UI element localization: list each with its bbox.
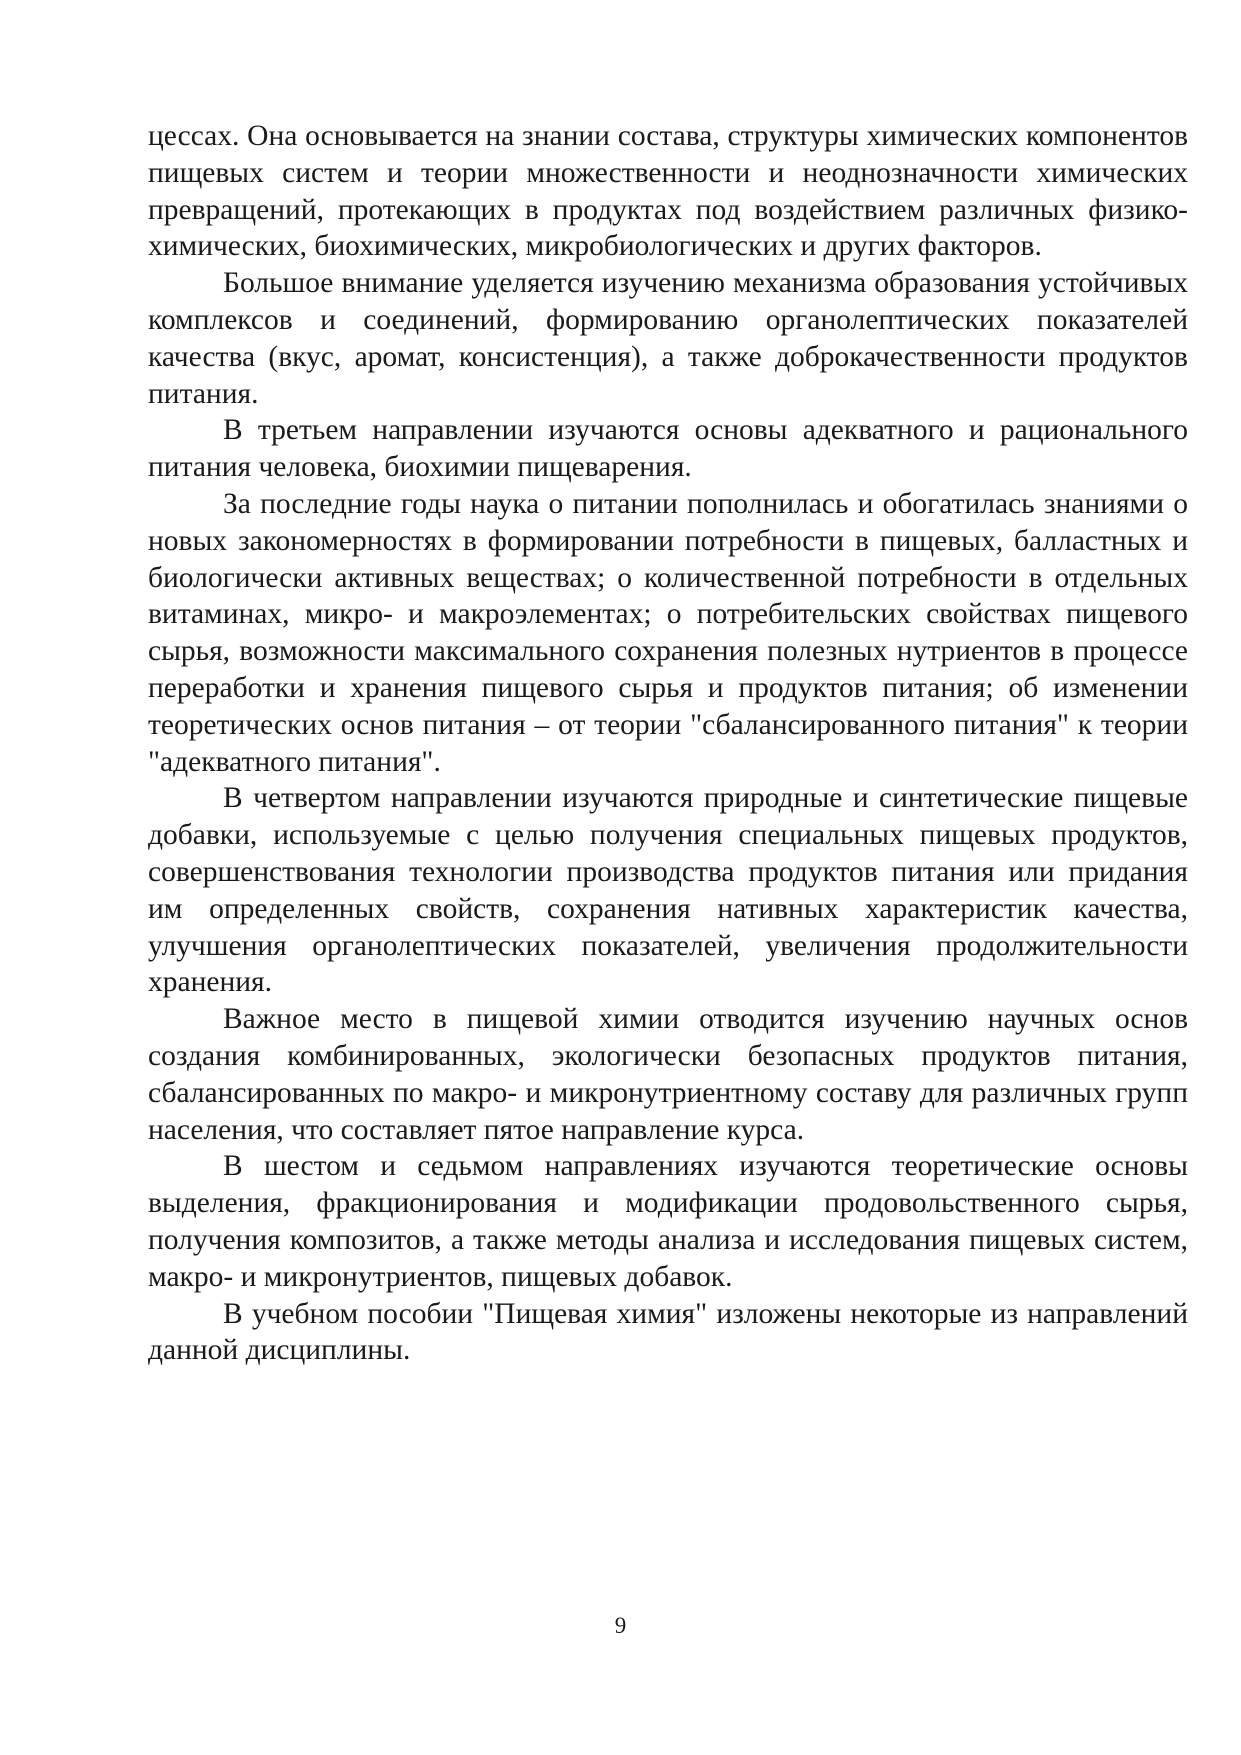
paragraph-continuation: цессах. Она основывается на знании состава, структуры химических компонентов пищевых систем и теории множественности и неоднозначности химических превращений, протекающих в продуктах под воздействием различных физико-химических, биохимических, микробиологических и других факторов.	[148, 120, 1188, 263]
paragraph: Важное место в пищевой химии отводится изучению научных основ создания комбинированных, экологически безопасных продуктов питания, сбалансированных по макро- и микронутриентному составу для различных групп населения, что составляет пятое направление курса.	[148, 1003, 1188, 1146]
body-text	[148, 118, 1188, 1369]
paragraph: За последние годы наука о питании пополнилась и обогатилась знаниями о новых закономерностях в формировании потребности в пищевых, балластных и биологически активных веществах; о количественной потребности в отдельных витаминах, микро- и макроэлементах; о потребительских свойствах пищевого сырья, возможности максимального сохранения полезных нутриентов в процессе переработки и хранения пищевого сырья и продуктов питания; об изменении теоретических основ питания – от теории "сбалансированного питания" к теории "адекватного питания".	[148, 487, 1188, 778]
paragraph: В четвертом направлении изучаются природные и синтетические пищевые добавки, используемые с целью получения специальных пищевых продуктов, совершенствования технологии производства продуктов питания или придания им определенных свойств, сохранения нативных характеристик качества, улучшения органолептических показателей, увеличения продолжительности хранения.	[148, 782, 1188, 999]
page-number: 9	[614, 1613, 627, 1638]
paragraph: В учебном пособии "Пищевая химия" изложены некоторые из направлений данной дисциплины.	[148, 1297, 1188, 1367]
paragraph: В третьем направлении изучаются основы адекватного и рационального питания человека, биохимии пищеварения.	[148, 414, 1188, 484]
paragraph: В шестом и седьмом направлениях изучаются теоретические основы выделения, фракционирования и модификации продовольственного сырья, получения композитов, а также методы анализа и исследования пищевых систем, макро- и микронутриентов, пищевых добавок.	[148, 1150, 1188, 1293]
paragraph: Большое внимание уделяется изучению механизма образования устойчивых комплексов и соединений, формированию органолептических показателей качества (вкус, аромат, консистенция), а также доброкачественности продуктов питания.	[148, 267, 1188, 410]
